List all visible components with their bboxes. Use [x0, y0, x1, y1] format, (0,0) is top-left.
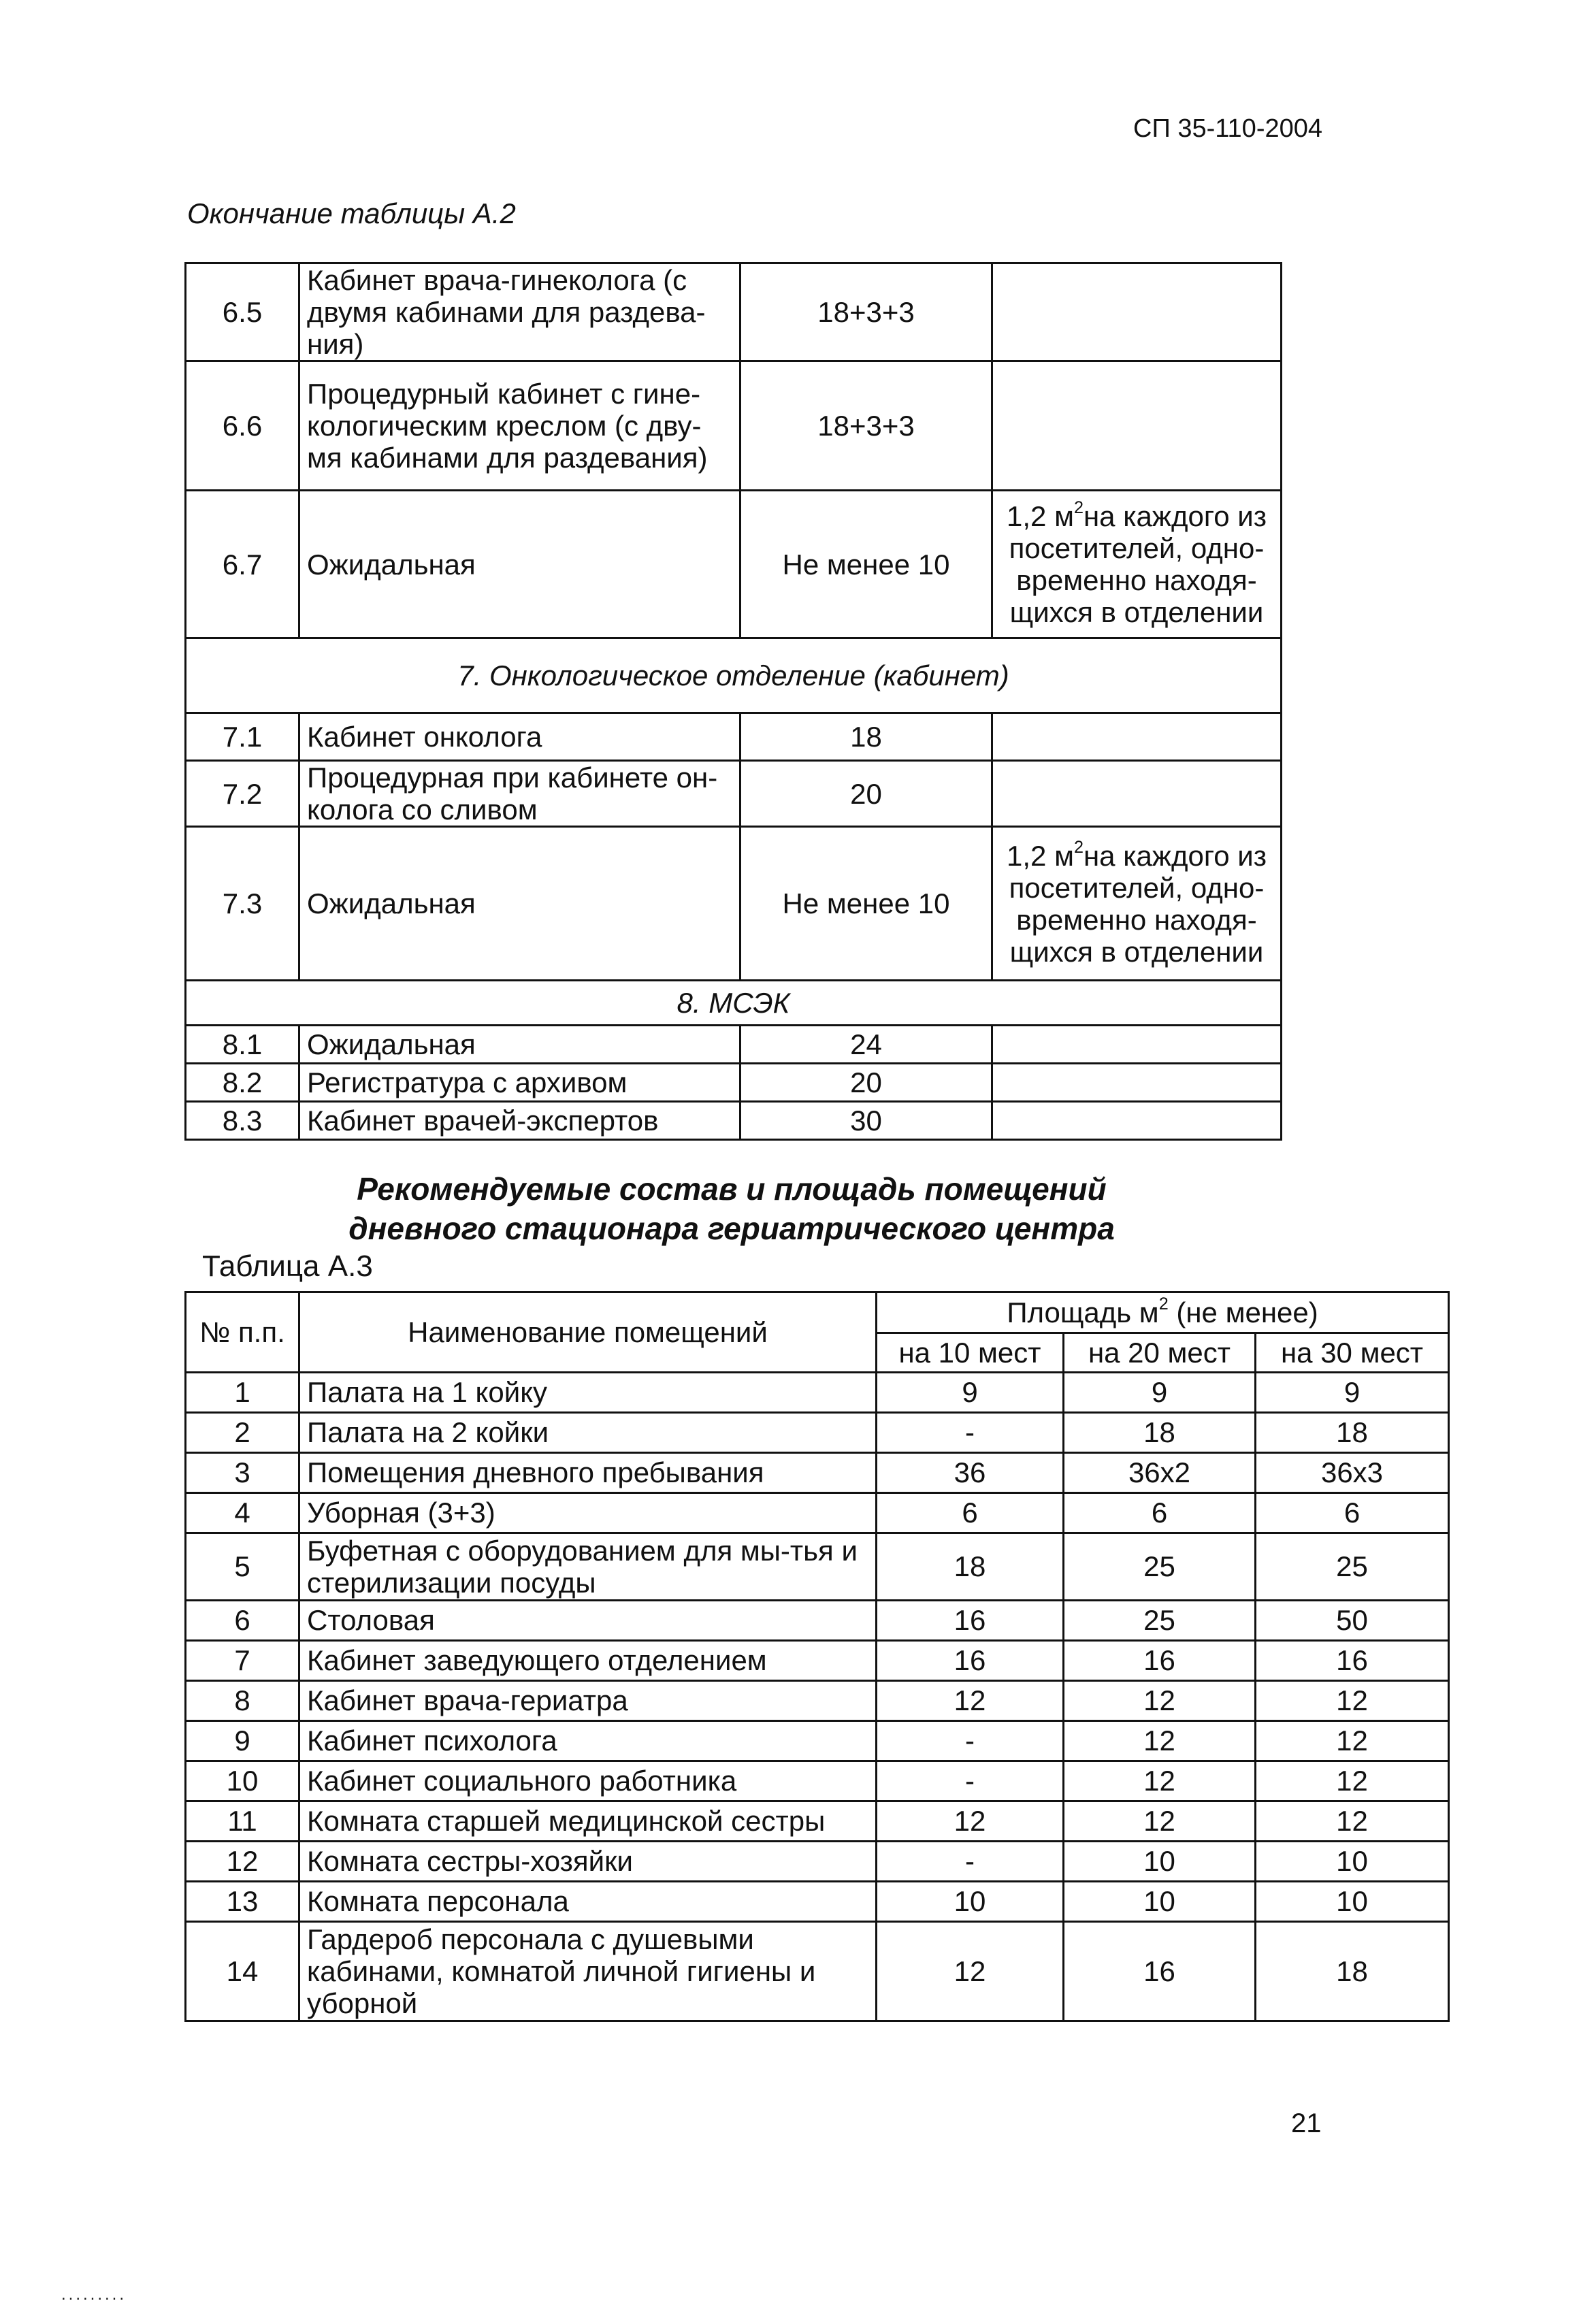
room-note: [992, 361, 1282, 491]
room-note: [992, 491, 1282, 638]
table-row: [186, 1493, 1449, 1533]
area-30-places: 12: [1256, 1761, 1449, 1801]
room-name: Ожидальная: [299, 827, 740, 981]
row-number: 6.6: [186, 361, 299, 491]
area-30-places: 16: [1256, 1641, 1449, 1681]
area-10-places: 18: [877, 1533, 1064, 1601]
table-row: [186, 263, 1282, 361]
row-number: 13: [186, 1882, 299, 1922]
room-note: [992, 1026, 1282, 1064]
area-20-places: 36х2: [1064, 1453, 1256, 1493]
area-20-places: 16: [1064, 1922, 1256, 2021]
note-text: на каждого из посетителей, одно-временно находя-щихся в отделении: [1009, 500, 1267, 629]
room-name: Процедурный кабинет с гине-кологическим креслом (с дву-мя кабинами для раздевания): [299, 361, 740, 491]
room-area: 18: [740, 713, 992, 761]
area-10-places: -: [877, 1842, 1064, 1882]
area-30-places: 50: [1256, 1601, 1449, 1641]
header-30-places: на 30 мест: [1256, 1333, 1449, 1373]
area-30-places: 25: [1256, 1533, 1449, 1601]
table-row: [186, 491, 1282, 638]
header-room-name: Наименование помещений: [299, 1292, 877, 1373]
table-row: [186, 1064, 1282, 1102]
room-note: [992, 761, 1282, 827]
table-row: [186, 1641, 1449, 1681]
area-30-places: 12: [1256, 1681, 1449, 1721]
room-note: [992, 1064, 1282, 1102]
table-a2-end: [184, 262, 1282, 1141]
area-30-places: 18: [1256, 1413, 1449, 1453]
table-header-row: [186, 1292, 1449, 1333]
room-name: Кабинет онколога: [299, 713, 740, 761]
section-row: [186, 981, 1282, 1026]
area-30-places: 6: [1256, 1493, 1449, 1533]
note-prefix: 1,2 м: [1007, 839, 1074, 872]
area-20-places: 25: [1064, 1533, 1256, 1601]
room-name: Кабинет врача-гинеколога (с двумя кабинами для раздева-ния): [299, 263, 740, 361]
table-row: [186, 1721, 1449, 1761]
area-20-places: 12: [1064, 1761, 1256, 1801]
area-20-places: 12: [1064, 1681, 1256, 1721]
room-name: Процедурная при кабинете он-колога со сливом: [299, 761, 740, 827]
row-number: 3: [186, 1453, 299, 1493]
row-number: 11: [186, 1801, 299, 1842]
row-number: 7.2: [186, 761, 299, 827]
section-heading-oncology: 7. Онкологическое отделение (кабинет): [186, 638, 1282, 713]
header-area: [877, 1292, 1449, 1333]
room-note: [992, 263, 1282, 361]
area-10-places: 16: [877, 1641, 1064, 1681]
table-row: [186, 1413, 1449, 1453]
header-number: № п.п.: [186, 1292, 299, 1373]
header-area-prefix: Площадь м: [1007, 1296, 1159, 1328]
area-10-places: 16: [877, 1601, 1064, 1641]
table-row: [186, 1601, 1449, 1641]
area-20-places: 6: [1064, 1493, 1256, 1533]
note-text: на каждого из посетителей, одно-временно находя-щихся в отделении: [1009, 839, 1267, 968]
area-20-places: 25: [1064, 1601, 1256, 1641]
area-30-places: 18: [1256, 1922, 1449, 2021]
room-name: Регистратура с архивом: [299, 1064, 740, 1102]
area-10-places: -: [877, 1761, 1064, 1801]
room-name: Кабинет врача-гериатра: [299, 1681, 877, 1721]
room-name: Помещения дневного пребывания: [299, 1453, 877, 1493]
room-name: Буфетная с оборудованием для мы-тья и стерилизации посуды: [299, 1533, 877, 1601]
row-number: 8.2: [186, 1064, 299, 1102]
area-10-places: 36: [877, 1453, 1064, 1493]
room-note: [992, 827, 1282, 981]
area-10-places: 12: [877, 1801, 1064, 1842]
note-superscript: 2: [1073, 837, 1084, 857]
room-name: Ожидальная: [299, 491, 740, 638]
area-30-places: 10: [1256, 1842, 1449, 1882]
area-30-places: 12: [1256, 1801, 1449, 1842]
room-name: Столовая: [299, 1601, 877, 1641]
section-heading-msek: 8. МСЭК: [186, 981, 1282, 1026]
row-number: 9: [186, 1721, 299, 1761]
row-number: 12: [186, 1842, 299, 1882]
section-title-line-2: дневного стационара гериатрического центра: [348, 1211, 1115, 1246]
row-number: 1: [186, 1373, 299, 1413]
area-10-places: -: [877, 1413, 1064, 1453]
document-code: СП 35-110-2004: [1133, 114, 1323, 143]
section-row: [186, 638, 1282, 713]
table-row: [186, 761, 1282, 827]
row-number: 2: [186, 1413, 299, 1453]
table-row: [186, 1102, 1282, 1140]
table-row: [186, 1761, 1449, 1801]
row-number: 5: [186, 1533, 299, 1601]
area-20-places: 10: [1064, 1882, 1256, 1922]
area-30-places: 10: [1256, 1882, 1449, 1922]
table-row: [186, 713, 1282, 761]
section-title-line-1: Рекомендуемые состав и площадь помещений: [357, 1171, 1107, 1207]
table-continuation-caption: Окончание таблицы А.2: [187, 197, 516, 229]
row-number: 4: [186, 1493, 299, 1533]
area-30-places: 36х3: [1256, 1453, 1449, 1493]
room-name: Кабинет психолога: [299, 1721, 877, 1761]
row-number: 14: [186, 1922, 299, 2021]
room-name: Комната старшей медицинской сестры: [299, 1801, 877, 1842]
room-name: Палата на 2 койки: [299, 1413, 877, 1453]
table-row: [186, 827, 1282, 981]
room-name: Комната персонала: [299, 1882, 877, 1922]
room-area: Не менее 10: [740, 827, 992, 981]
area-20-places: 9: [1064, 1373, 1256, 1413]
room-area: 18+3+3: [740, 263, 992, 361]
room-area: 18+3+3: [740, 361, 992, 491]
room-name: Ожидальная: [299, 1026, 740, 1064]
page-stamp: .........: [61, 2285, 127, 2304]
row-number: 7: [186, 1641, 299, 1681]
row-number: 6.7: [186, 491, 299, 638]
area-20-places: 18: [1064, 1413, 1256, 1453]
room-area: 30: [740, 1102, 992, 1140]
row-number: 7.3: [186, 827, 299, 981]
row-number: 10: [186, 1761, 299, 1801]
table-row: [186, 361, 1282, 491]
area-20-places: 12: [1064, 1721, 1256, 1761]
page-number: 21: [1291, 2108, 1322, 2138]
area-30-places: 12: [1256, 1721, 1449, 1761]
table-a3: [184, 1291, 1450, 2022]
room-note: [992, 1102, 1282, 1140]
row-number: 8.3: [186, 1102, 299, 1140]
header-area-superscript: 2: [1158, 1294, 1169, 1314]
row-number: 6.5: [186, 263, 299, 361]
row-number: 8.1: [186, 1026, 299, 1064]
table-a3-label: Таблица А.3: [202, 1250, 373, 1283]
header-20-places: на 20 мест: [1064, 1333, 1256, 1373]
area-10-places: 12: [877, 1922, 1064, 2021]
note-prefix: 1,2 м: [1007, 500, 1074, 533]
room-name: Уборная (3+3): [299, 1493, 877, 1533]
room-name: Кабинет врачей-экспертов: [299, 1102, 740, 1140]
room-name: Кабинет заведующего отделением: [299, 1641, 877, 1681]
table-row: [186, 1842, 1449, 1882]
area-20-places: 16: [1064, 1641, 1256, 1681]
area-20-places: 12: [1064, 1801, 1256, 1842]
table-row: [186, 1373, 1449, 1413]
room-area: 20: [740, 1064, 992, 1102]
table-row: [186, 1026, 1282, 1064]
room-area: 24: [740, 1026, 992, 1064]
area-10-places: 10: [877, 1882, 1064, 1922]
row-number: 8: [186, 1681, 299, 1721]
header-10-places: на 10 мест: [877, 1333, 1064, 1373]
room-name: Гардероб персонала с душевыми кабинами, комнатой личной гигиены и уборной: [299, 1922, 877, 2021]
room-name: Кабинет социального работника: [299, 1761, 877, 1801]
room-note: [992, 713, 1282, 761]
room-name: Комната сестры-хозяйки: [299, 1842, 877, 1882]
area-10-places: -: [877, 1721, 1064, 1761]
row-number: 7.1: [186, 713, 299, 761]
row-number: 6: [186, 1601, 299, 1641]
area-10-places: 9: [877, 1373, 1064, 1413]
room-name: Палата на 1 койку: [299, 1373, 877, 1413]
room-area: 20: [740, 761, 992, 827]
table-row: [186, 1922, 1449, 2021]
area-30-places: 9: [1256, 1373, 1449, 1413]
area-10-places: 12: [877, 1681, 1064, 1721]
area-10-places: 6: [877, 1493, 1064, 1533]
table-row: [186, 1882, 1449, 1922]
header-area-suffix: (не менее): [1168, 1296, 1318, 1328]
table-row: [186, 1533, 1449, 1601]
table-row: [186, 1681, 1449, 1721]
table-row: [186, 1453, 1449, 1493]
table-row: [186, 1801, 1449, 1842]
area-20-places: 10: [1064, 1842, 1256, 1882]
room-area: Не менее 10: [740, 491, 992, 638]
note-superscript: 2: [1073, 498, 1084, 518]
